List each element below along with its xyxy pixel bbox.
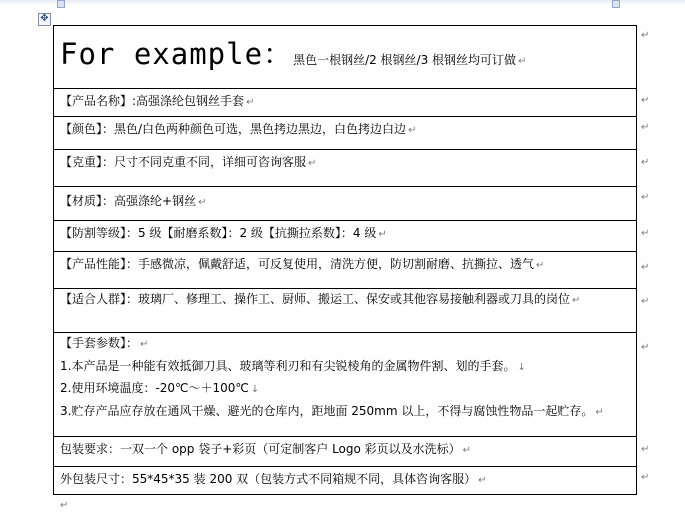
paragraph-mark-icon: ↵ <box>572 295 581 306</box>
paragraph-mark-icon: ↵ <box>198 197 207 208</box>
row-end-mark-icon: ↵ <box>641 30 650 41</box>
spec-label: 【材质】 <box>60 194 103 208</box>
table-move-handle-icon[interactable]: ✥ <box>38 13 51 26</box>
paragraph-mark-icon: ↵ <box>140 339 149 350</box>
table-row <box>54 150 637 187</box>
document-end-paragraph-mark-icon: ↵ <box>60 500 69 511</box>
spec-cell[interactable] <box>54 252 637 289</box>
table-row <box>54 26 637 89</box>
line-break-icon: ↓ <box>517 361 526 373</box>
spec-label: 【克重】 <box>60 155 103 169</box>
spec-label: 【产品名称】 <box>60 94 133 108</box>
row-end-mark-icon: ↵ <box>641 122 650 133</box>
spec-value: ：玻璃厂、修理工、操作工、厨师、搬运工、保安或其他容易接触利器或刀具的岗位 <box>126 292 571 306</box>
spec-cell[interactable] <box>54 117 637 150</box>
spec-cell[interactable] <box>54 187 637 221</box>
table-row <box>54 252 637 289</box>
spec-label: 【适合人群】 <box>60 292 127 306</box>
spec-value: ：手感微凉，佩戴舒适，可反复使用，清洗方便，防切割耐磨、抗撕拉、透气 <box>126 257 535 271</box>
paragraph-mark-icon: ↵ <box>246 97 255 108</box>
packaging-cell[interactable] <box>54 437 637 467</box>
spec-cell[interactable] <box>54 150 637 187</box>
params-cell[interactable] <box>54 333 637 437</box>
paragraph-mark-icon: ↵ <box>478 475 487 486</box>
table-row <box>54 187 637 221</box>
row-end-mark-icon: ↵ <box>641 472 650 483</box>
table-row <box>54 467 637 495</box>
params-item: 3.贮存产品应存放在通风干燥、避光的仓库内，距地面 250mm 以上，不得与腐蚀性物品一起贮存。 <box>60 403 594 418</box>
spec-value: ：尺寸不同克重不同，详细可咨询客服 <box>102 155 307 169</box>
spec-value: ：高强涤纶+钢丝 <box>102 194 197 208</box>
outer-packaging-text: 外包装尺寸：55*45*35 装 200 双（包装方式不同箱规不同，具体咨询客服） <box>60 472 477 486</box>
table-row <box>54 117 637 150</box>
row-end-mark-icon: ↵ <box>641 296 650 307</box>
table-row <box>54 89 637 117</box>
paragraph-mark-icon: ↵ <box>308 158 317 169</box>
row-end-mark-icon: ↵ <box>641 228 650 239</box>
table-row <box>54 333 637 437</box>
params-item: 2.使用环境温度：-20℃～＋100℃ <box>60 381 249 395</box>
line-break-icon: ↓ <box>250 384 260 395</box>
paragraph-mark-icon: ↵ <box>518 56 527 67</box>
spec-cell[interactable] <box>54 221 637 252</box>
packaging-text: 包装要求：一双一个 opp 袋子+彩页（可定制客户 Logo 彩页以及水洗标） <box>60 442 461 456</box>
paragraph-mark-icon: ↵ <box>378 229 387 240</box>
header-big-text: For example： <box>60 37 294 71</box>
row-end-mark-icon: ↵ <box>641 157 650 168</box>
ruler-margin-marker-right[interactable] <box>612 0 620 8</box>
paragraph-mark-icon: ↵ <box>408 125 417 136</box>
spec-label: 【颜色】 <box>60 122 103 136</box>
table-row <box>54 437 637 467</box>
row-end-mark-icon: ↵ <box>641 444 650 455</box>
spec-cell[interactable] <box>54 289 637 333</box>
spec-label: 【产品性能】 <box>60 257 127 271</box>
spec-cell[interactable] <box>54 89 637 117</box>
paragraph-mark-icon: ↵ <box>595 406 604 418</box>
spec-value: :高强涤纶包钢丝手套 <box>132 94 245 108</box>
ruler <box>0 0 685 5</box>
paragraph-mark-icon: ↵ <box>536 260 545 271</box>
row-end-mark-icon: ↵ <box>641 342 650 353</box>
paragraph-mark-icon: ↵ <box>462 445 472 456</box>
spec-label: 【防割等级】 <box>60 226 127 240</box>
spec-value: ：5 级【耐磨系数】：2 级【抗撕拉系数】：4 级 <box>126 226 377 240</box>
row-end-mark-icon: ↵ <box>641 192 650 203</box>
row-end-mark-icon: ↵ <box>641 262 650 273</box>
product-spec-table <box>53 25 637 495</box>
ruler-margin-marker-left[interactable] <box>57 0 65 8</box>
spec-value: ：黑色/白色两种颜色可选，黑色拷边黑边，白色拷边白边 <box>102 122 407 136</box>
header-note: 黑色一根钢丝/2 根钢丝/3 根钢丝均可订做 <box>293 53 517 67</box>
header-cell[interactable] <box>54 26 637 89</box>
table-row <box>54 289 637 333</box>
params-title: 【手套参数】： <box>60 336 139 350</box>
params-item: 1.本产品是一种能有效抵御刀具、玻璃等利刃和有尖锐棱角的金属物件割、划的手套。 <box>60 358 516 373</box>
table-row <box>54 221 637 252</box>
outer-packaging-cell[interactable] <box>54 467 637 495</box>
row-end-mark-icon: ↵ <box>641 95 650 106</box>
